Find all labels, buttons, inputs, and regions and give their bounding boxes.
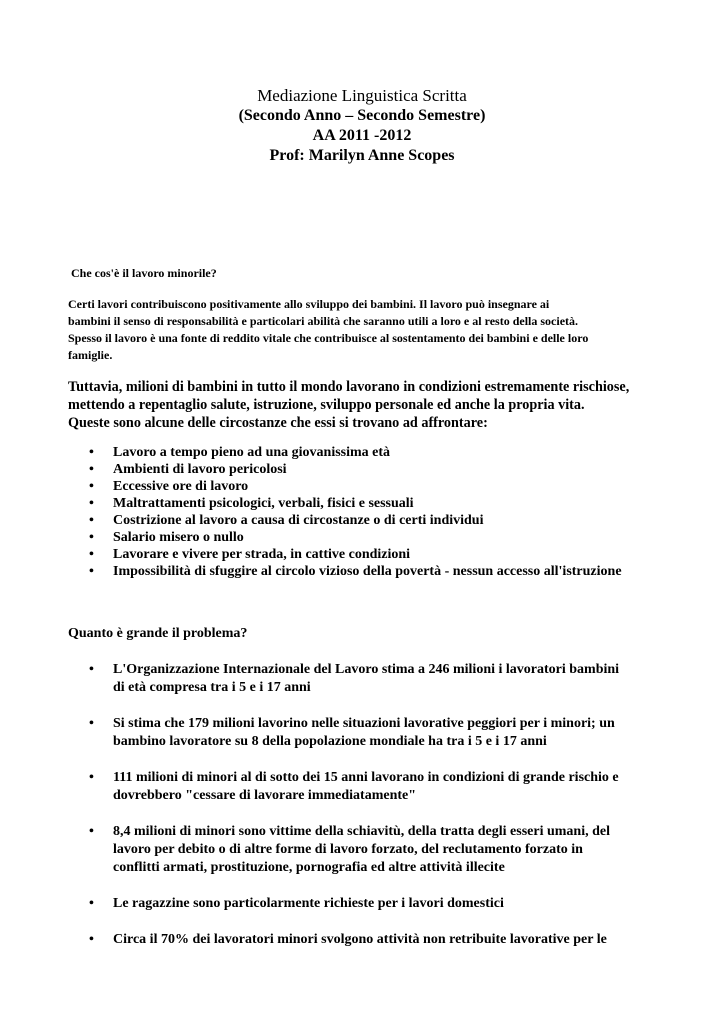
list-item-line: conflitti armati, prostituzione, pornografia ed altre attività illecite [113, 860, 505, 875]
list-item [68, 715, 619, 751]
bullet-icon: • [89, 564, 94, 579]
list-item-text: Eccessive ore di lavoro [113, 479, 249, 494]
bullet-icon: • [89, 662, 94, 677]
document-header [0, 86, 724, 166]
list-item-text: Costrizione al lavoro a causa di circostanze o di certi individui [113, 513, 484, 528]
bullet-icon: • [89, 932, 94, 947]
list-item [68, 563, 622, 580]
bullet-icon: • [89, 479, 94, 494]
list-item-line: Circa il 70% dei lavoratori minori svolgono attività non retribuite lavorative per le [113, 932, 607, 947]
section1-paragraph2 [68, 378, 668, 432]
list-item-line: di età compresa tra i 5 e i 17 anni [113, 680, 311, 695]
course-title: Mediazione Linguistica Scritta [257, 86, 467, 105]
list-item-line: L'Organizzazione Internazionale del Lavoro stima a 246 milioni i lavoratori bambini [113, 662, 620, 677]
academic-year: AA 2011 -2012 [312, 127, 412, 144]
list-item [68, 478, 622, 495]
paragraph-line: Spesso il lavoro è una fonte di reddito vitale che contribuisce al sostentamento dei bambini e delle loro [68, 331, 589, 345]
bullet-icon: • [89, 824, 94, 839]
professor-name: Prof: Marilyn Anne Scopes [269, 147, 455, 164]
bullet-icon: • [89, 513, 94, 528]
list-item-text: Lavorare e vivere per strada, in cattive condizioni [113, 547, 411, 562]
course-subtitle: (Secondo Anno – Secondo Semestre) [238, 107, 486, 124]
circumstances-list [68, 444, 622, 580]
bullet-icon: • [89, 462, 94, 477]
list-item [68, 895, 619, 913]
section1-question: Che cos'è il lavoro minorile? [71, 266, 217, 280]
list-item [68, 495, 622, 512]
list-item [68, 661, 619, 697]
bullet-icon: • [89, 530, 94, 545]
paragraph-line: mettendo a repentaglio salute, istruzione, sviluppo personale ed anche la propria vita. [68, 397, 585, 413]
paragraph-line: bambini il senso di responsabilità e particolari abilità che saranno utili a loro e al resto della società. [68, 314, 579, 328]
list-item-text: Maltrattamenti psicologici, verbali, fisici e sessuali [113, 496, 414, 511]
list-item-line: dovrebbero "cessare di lavorare immediatamente" [113, 788, 417, 803]
list-item-line: 111 milioni di minori al di sotto dei 15 anni lavorano in condizioni di grande rischio e [113, 770, 619, 785]
list-item-text: Ambienti di lavoro pericolosi [113, 462, 287, 477]
list-item [68, 512, 622, 529]
section2-question: Quanto è grande il problema? [68, 626, 248, 641]
paragraph-line: Queste sono alcune delle circostanze che essi si trovano ad affrontare: [68, 415, 488, 431]
list-item [68, 931, 619, 949]
bullet-icon: • [89, 547, 94, 562]
list-item [68, 461, 622, 478]
section1-paragraph1 [68, 296, 663, 364]
bullet-icon: • [89, 496, 94, 511]
statistics-list [68, 661, 619, 967]
list-item-line: Le ragazzine sono particolarmente richieste per i lavori domestici [113, 896, 504, 911]
list-item-line: lavoro per debito o di altre forme di lavoro forzato, del reclutamento forzato in [113, 842, 583, 857]
list-item [68, 823, 619, 877]
bullet-icon: • [89, 445, 94, 460]
paragraph-line: Certi lavori contribuiscono positivamente allo sviluppo dei bambini. Il lavoro può insegnare ai [68, 297, 550, 311]
bullet-icon: • [89, 716, 94, 731]
list-item [68, 546, 622, 563]
list-item [68, 769, 619, 805]
paragraph-line: Tuttavia, milioni di bambini in tutto il mondo lavorano in condizioni estremamente rischiose, [68, 379, 630, 395]
bullet-icon: • [89, 770, 94, 785]
list-item-line: 8,4 milioni di minori sono vittime della schiavitù, della tratta degli esseri umani, del [113, 824, 610, 839]
list-item-line: Si stima che 179 milioni lavorino nelle situazioni lavorative peggiori per i minori; un [113, 716, 615, 731]
bullet-icon: • [89, 896, 94, 911]
paragraph-line: famiglie. [68, 348, 113, 362]
list-item-text: Lavoro a tempo pieno ad una giovanissima età [113, 445, 391, 460]
list-item-text: Impossibilità di sfuggire al circolo vizioso della povertà - nessun accesso all'istruzione [113, 564, 622, 579]
list-item [68, 444, 622, 461]
list-item [68, 529, 622, 546]
list-item-line: bambino lavoratore su 8 della popolazione mondiale ha tra i 5 e i 17 anni [113, 734, 547, 749]
list-item-text: Salario misero o nullo [113, 530, 244, 545]
